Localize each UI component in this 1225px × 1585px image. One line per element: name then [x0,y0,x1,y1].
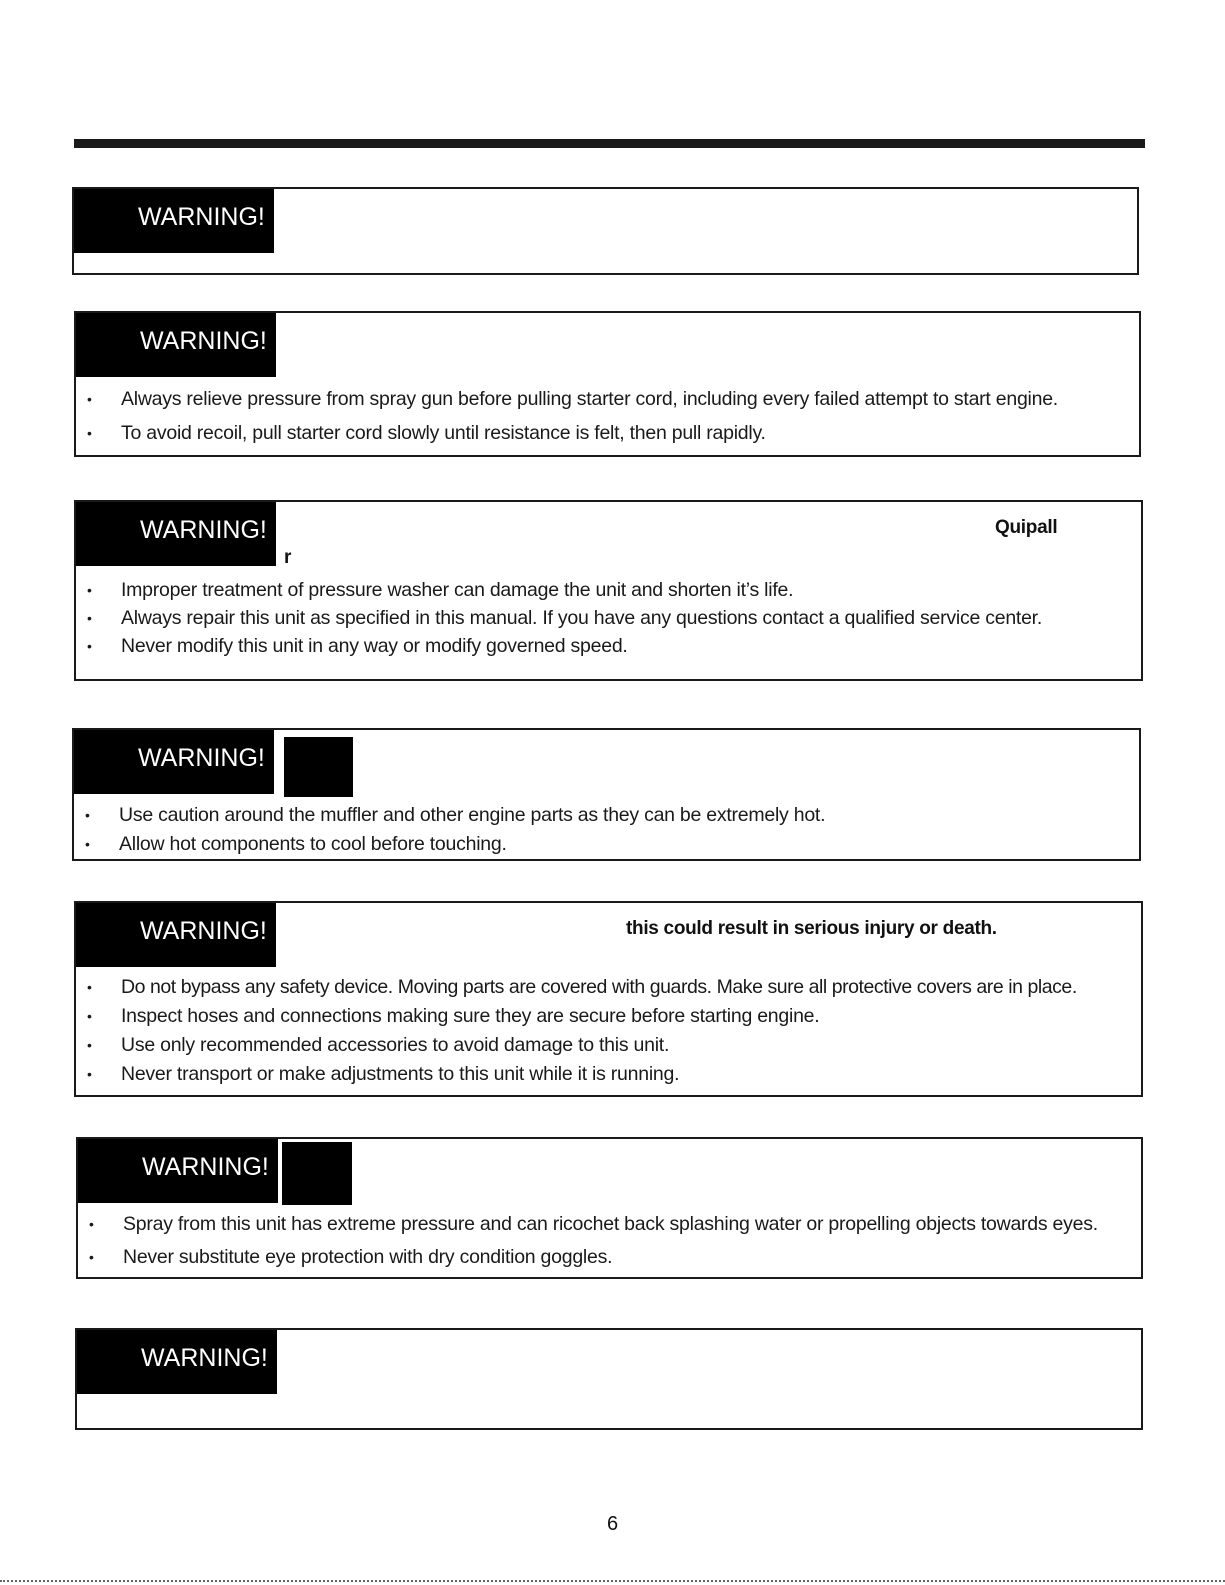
list-item: • Never modify this unit in any way or modify governed speed. [76,632,1141,660]
warning-box-2 [74,311,1141,457]
hazard-symbol-block [284,737,353,797]
list-item: • Never transport or make adjustments to this unit while it is running. [76,1060,1141,1089]
list-item: • Use caution around the muffler and other engine parts as they can be extremely hot. [74,801,1139,830]
page-number: 6 [606,1513,619,1535]
header-rule [74,139,1145,148]
obscured-text-fragment: this could result in serious injury or death. [626,918,997,939]
warning-label: WARNING! [76,903,276,967]
hazard-symbol-block [282,1142,352,1205]
warning-label: WARNING! [74,730,274,794]
warning-label: WARNING! [76,313,276,377]
list-item: • To avoid recoil, pull starter cord slowly until resistance is felt, then pull rapidly. [76,416,1139,450]
warning-label: WARNING! [74,189,274,253]
scan-edge [0,1580,1225,1582]
list-item: • Always repair this unit as specified in this manual. If you have any questions contact a qualified service center. [76,604,1141,632]
warning-list [74,801,1139,859]
warning-list [76,382,1139,450]
warning-list [76,973,1141,1089]
warning-label: WARNING! [78,1139,278,1203]
list-item: • Never substitute eye protection with dry condition goggles. [78,1241,1141,1274]
warning-box-3 [74,500,1143,681]
warning-box-5 [74,901,1143,1097]
warning-box-6 [76,1137,1143,1279]
warning-box-7 [75,1328,1143,1430]
obscured-text-fragment: Quipall [995,517,1058,538]
warning-label: WARNING! [77,1330,277,1394]
warning-label: WARNING! [76,502,276,566]
warning-list [78,1208,1141,1274]
warning-list [76,576,1141,660]
list-item: • Use only recommended accessories to avoid damage to this unit. [76,1031,1141,1060]
list-item: • Improper treatment of pressure washer can damage the unit and shorten it’s life. [76,576,1141,604]
list-item: • Inspect hoses and connections making sure they are secure before starting engine. [76,1002,1141,1031]
warning-box-4 [72,728,1141,861]
list-item: • Allow hot components to cool before touching. [74,830,1139,859]
warning-box-1 [72,187,1139,275]
list-item: • Spray from this unit has extreme pressure and can ricochet back splashing water or propelling objects towards eyes. [78,1208,1141,1241]
obscured-text-fragment: r [284,547,292,568]
list-item: • Do not bypass any safety device. Moving parts are covered with guards. Make sure all protective covers are in place. [76,973,1141,1002]
list-item: • Always relieve pressure from spray gun before pulling starter cord, including every failed attempt to start engine. [76,382,1139,416]
